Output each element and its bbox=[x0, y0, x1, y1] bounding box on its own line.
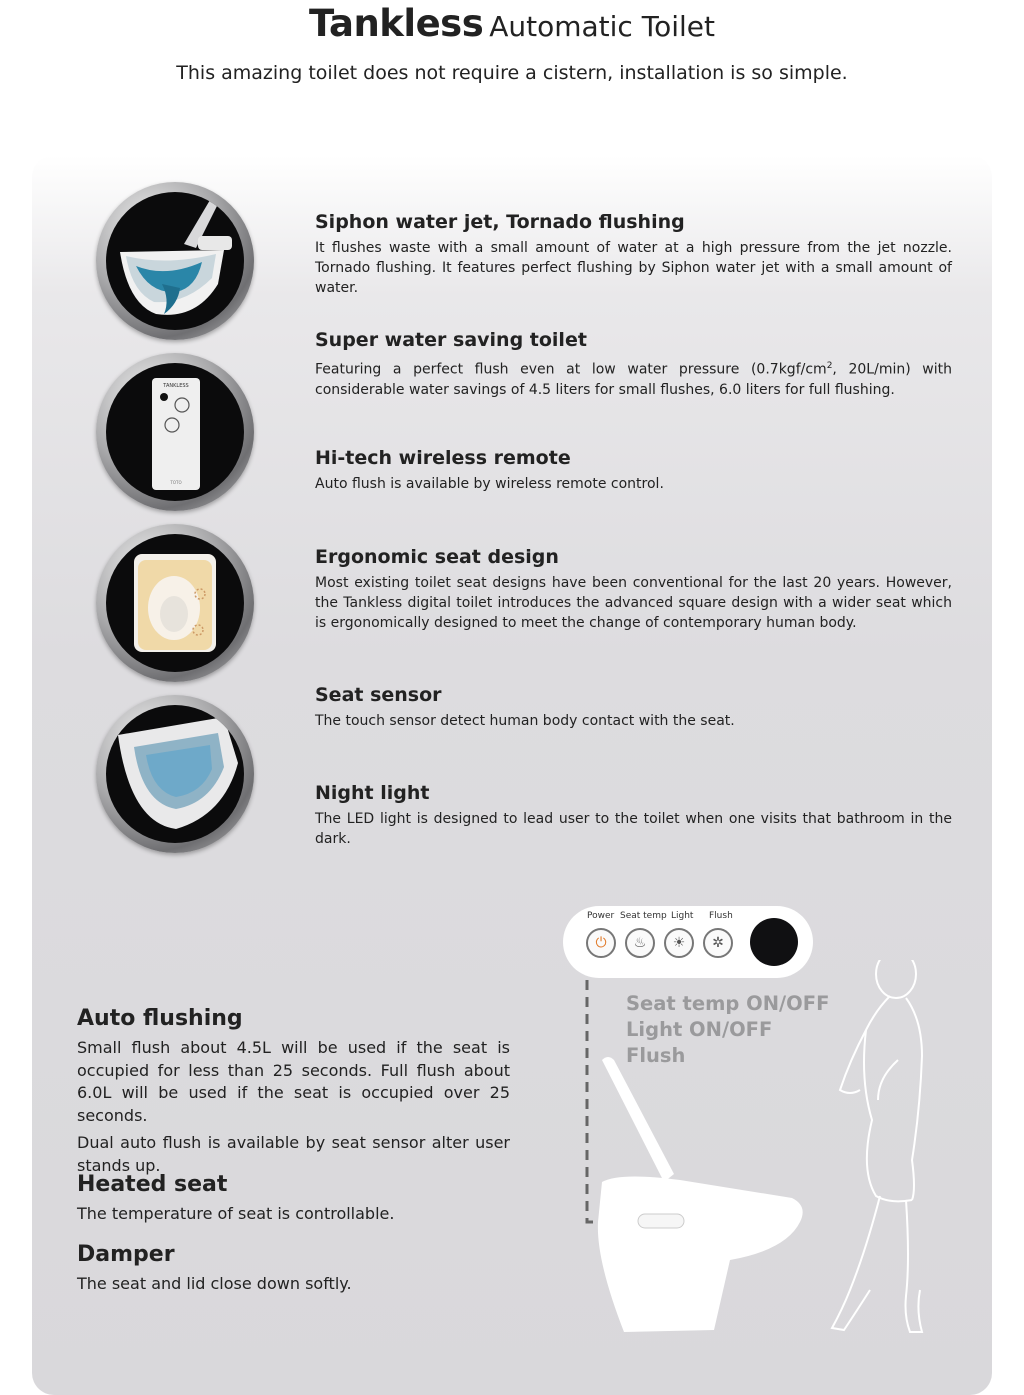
section-text: The seat and lid close down softly. bbox=[77, 1274, 352, 1293]
callout-seat-temp: Seat temp ON/OFF bbox=[626, 992, 830, 1015]
auto-flushing-section bbox=[77, 1006, 510, 1177]
remote-label-seat-temp: Seat temp bbox=[620, 911, 667, 921]
section-text: Small flush about 4.5L will be used if the seat is occupied for less than 25 seconds. Full flush about 6.0L will be used if the seat is occupied over 25 seconds. bbox=[77, 1038, 510, 1125]
feature-title: Hi-tech wireless remote bbox=[315, 447, 571, 469]
remote-control-panel bbox=[563, 906, 813, 978]
feature-siphon bbox=[315, 211, 952, 298]
page-subtitle: This amazing toilet does not require a cistern, installation is so simple. bbox=[176, 62, 848, 84]
remote-label-light: Light bbox=[671, 911, 694, 921]
night-light-image bbox=[96, 695, 254, 853]
feature-night-light bbox=[315, 782, 952, 849]
seat-temp-icon[interactable]: ♨ bbox=[625, 928, 655, 958]
section-title: Auto flushing bbox=[77, 1006, 243, 1031]
toilet-bowl bbox=[598, 1176, 803, 1332]
section-text: Dual auto flush is available by seat sensor alter user stands up. bbox=[77, 1133, 510, 1175]
feature-text: The LED light is designed to lead user to the toilet when one visits that bathroom in the dark. bbox=[315, 811, 952, 847]
remote-photo bbox=[96, 353, 254, 511]
feature-text: Most existing toilet seat designs have been conventional for the last 20 years. However, the Tankless digital toilet introduces the advanced square design with a wider seat which is ergonomically designed to meet the change of contemporary human body. bbox=[315, 575, 952, 631]
feature-ergonomic-seat bbox=[315, 546, 952, 633]
callout-light: Light ON/OFF bbox=[626, 1018, 773, 1041]
seat-top-icon bbox=[106, 534, 244, 672]
woman-figure bbox=[832, 960, 922, 1332]
remote-brand-top: TANKLESS bbox=[163, 383, 189, 389]
feature-title: Night light bbox=[315, 782, 430, 804]
flush-icon[interactable]: ✲ bbox=[703, 928, 733, 958]
feature-text: The touch sensor detect human body contact with the seat. bbox=[315, 713, 735, 729]
feature-title: Seat sensor bbox=[315, 684, 442, 706]
feature-text: It flushes waste with a small amount of water at a high pressure from the jet nozzle. Tornado flushing. It features perfect flushing by Siphon water jet with a small amount of water. bbox=[315, 240, 952, 296]
siphon-flush-image bbox=[96, 182, 254, 340]
section-text: The temperature of seat is controllable. bbox=[77, 1204, 395, 1223]
feature-title: Siphon water jet, Tornado flushing bbox=[315, 211, 685, 233]
feature-title: Super water saving toilet bbox=[315, 329, 587, 351]
damper-section bbox=[77, 1242, 510, 1296]
feature-water-saving bbox=[315, 329, 952, 400]
page-title bbox=[0, 2, 1024, 45]
feature-text: Featuring a perfect flush even at low water pressure ($0.7kgf/cm^2$, 20L/min) with considerable water savings of 4.5 liters for small flushes, 6.0 liters for full flushing. bbox=[315, 361, 953, 398]
section-title: Damper bbox=[77, 1242, 175, 1267]
remote-brand-bottom: TOTO bbox=[170, 480, 182, 485]
remote-control-icon bbox=[106, 363, 244, 501]
heated-seat-section bbox=[77, 1172, 510, 1226]
feature-wireless-remote bbox=[315, 447, 952, 494]
toilet-lid bbox=[602, 1057, 674, 1182]
feature-seat-sensor bbox=[315, 684, 952, 731]
title-bold: Tankless bbox=[309, 2, 484, 45]
remote-label-power: Power bbox=[587, 911, 615, 921]
remote-dial-button[interactable] bbox=[750, 918, 798, 966]
feature-title: Ergonomic seat design bbox=[315, 546, 559, 568]
ergonomic-seat-image bbox=[96, 524, 254, 682]
remote-label-flush: Flush bbox=[709, 911, 733, 921]
section-title: Heated seat bbox=[77, 1172, 228, 1197]
feature-text: Auto flush is available by wireless remote control. bbox=[315, 476, 664, 492]
toilet-flush-icon bbox=[106, 192, 244, 330]
night-light-icon bbox=[106, 705, 244, 843]
title-light: Automatic Toilet bbox=[489, 10, 715, 43]
callout-flush: Flush bbox=[626, 1044, 686, 1067]
power-icon[interactable]: ⏻ bbox=[586, 928, 616, 958]
light-bulb-icon[interactable]: ☀ bbox=[664, 928, 694, 958]
seat-sensor-icon bbox=[638, 1214, 684, 1228]
remote-callout bbox=[626, 991, 829, 1069]
